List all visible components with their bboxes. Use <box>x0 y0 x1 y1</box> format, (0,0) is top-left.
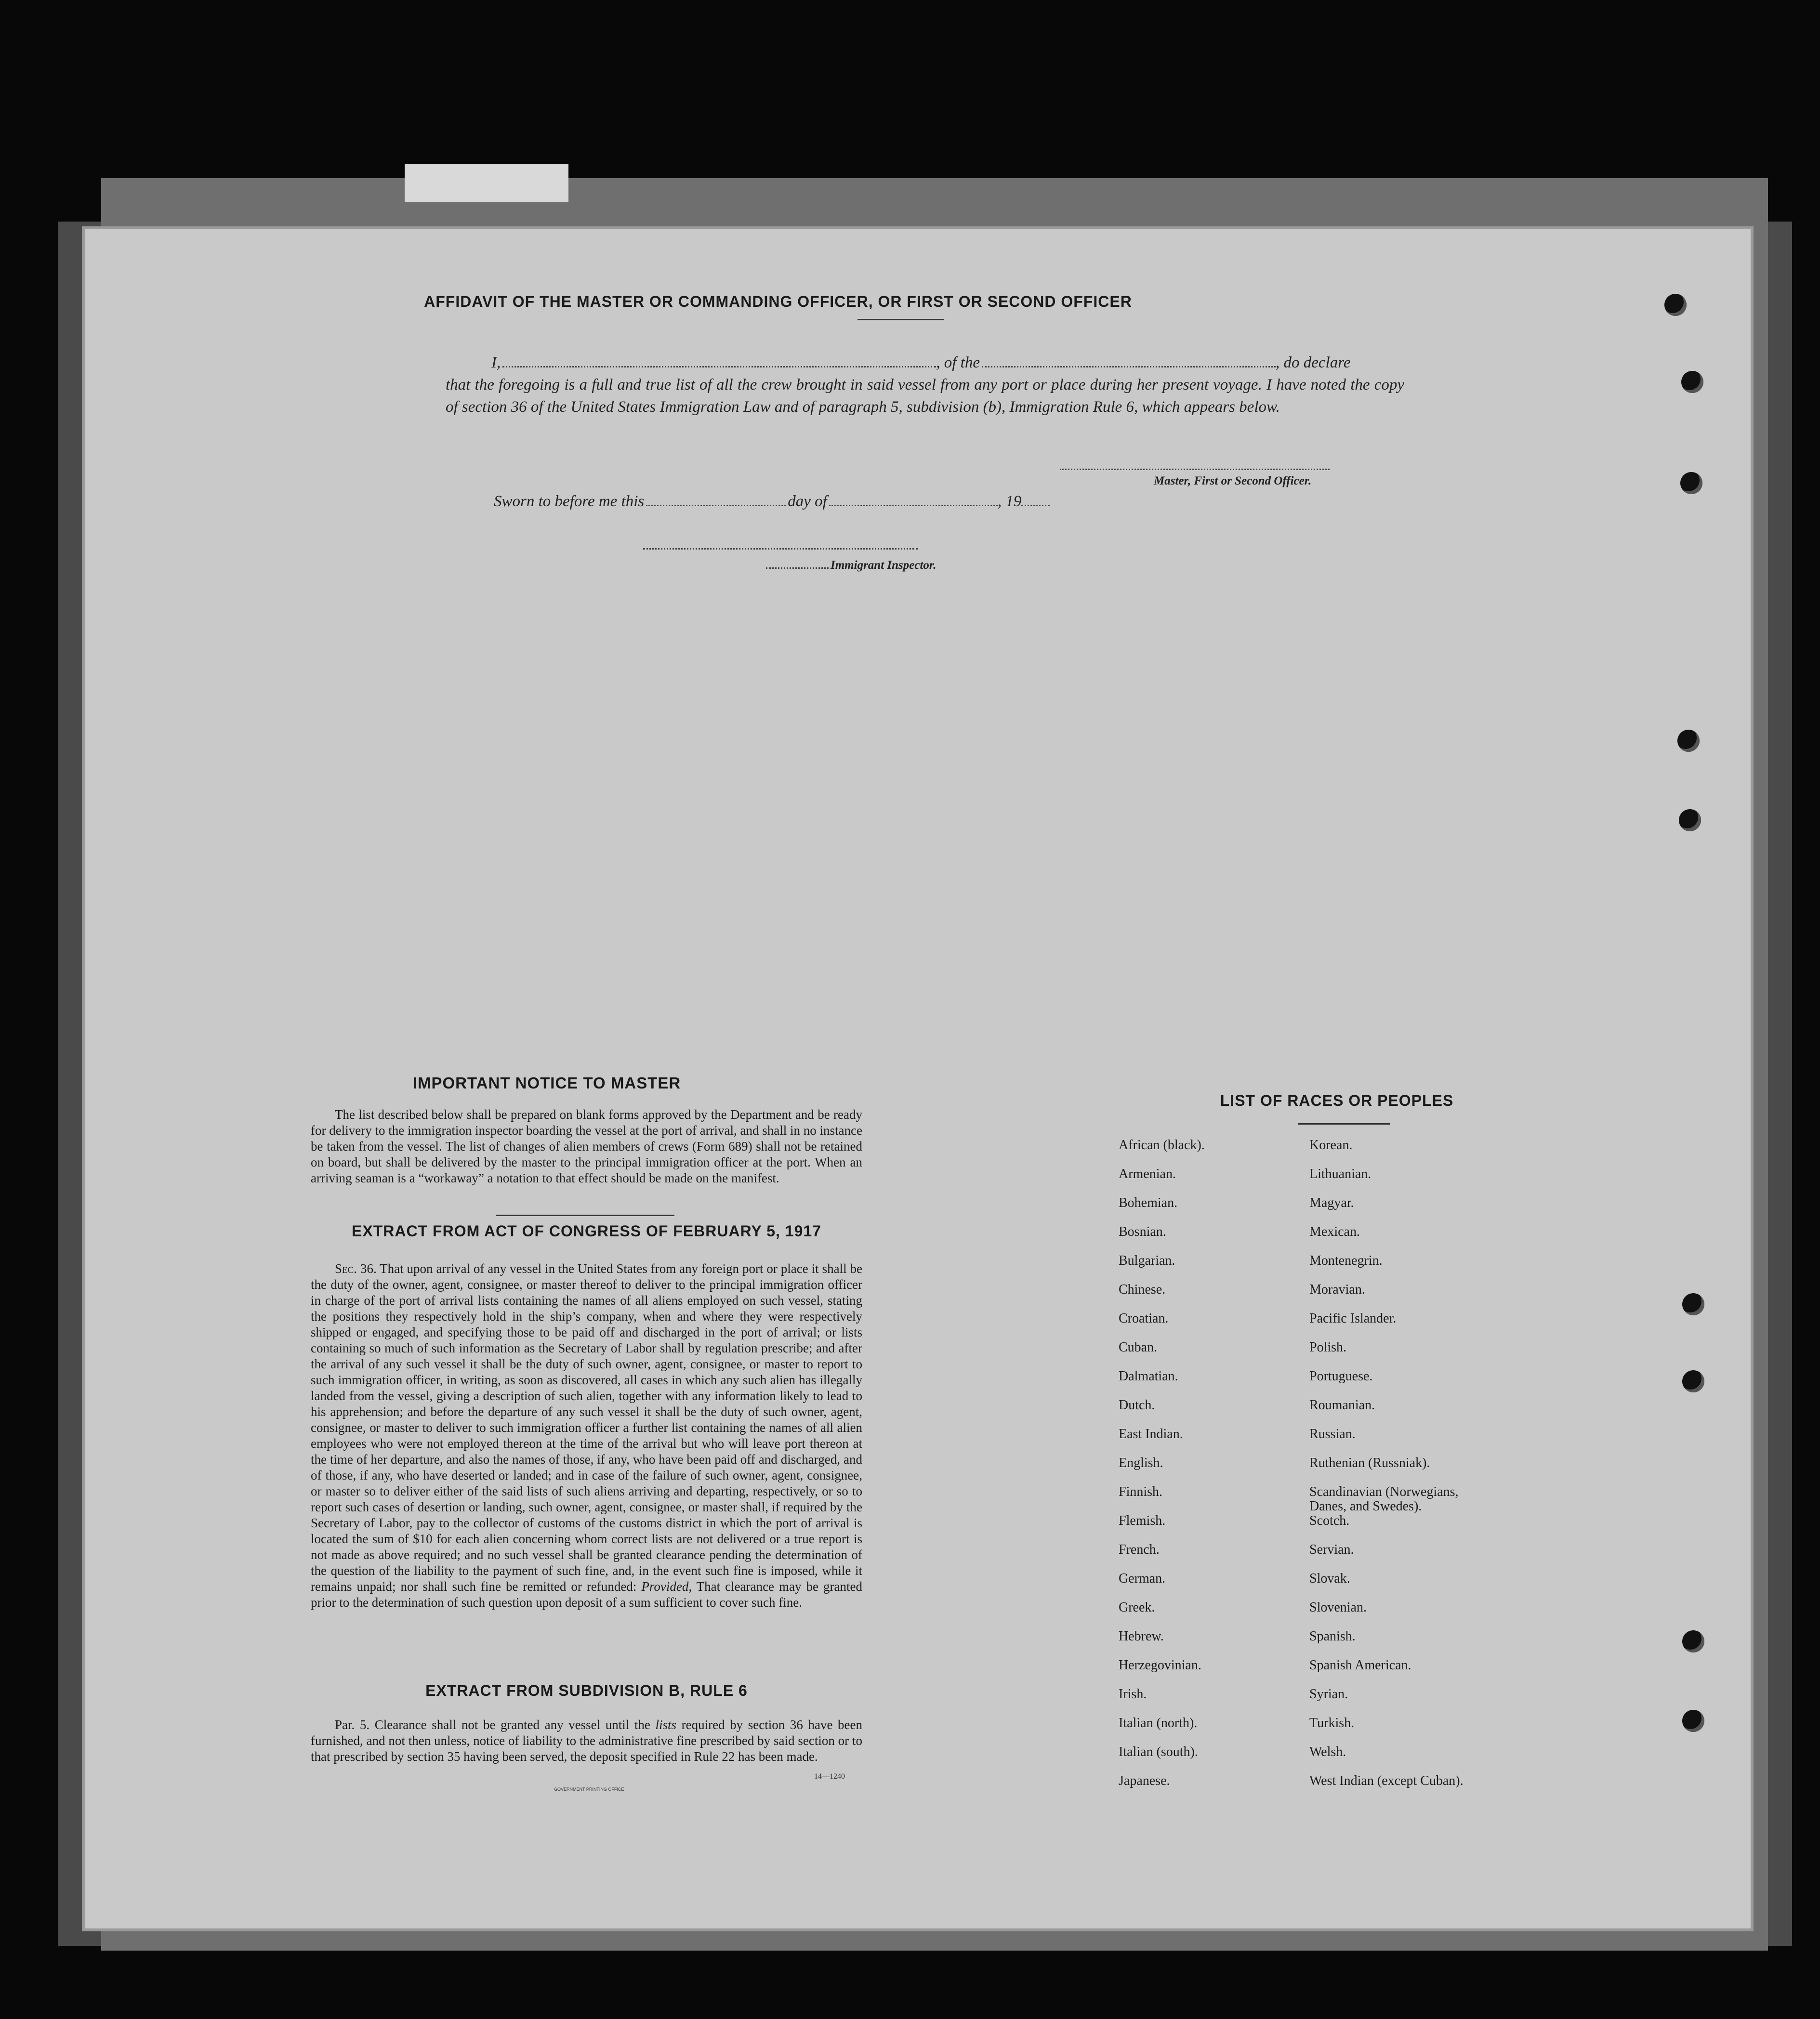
affidavit-of-the: , of the <box>936 354 980 371</box>
race-item: Spanish American. <box>1309 1658 1411 1673</box>
race-item: Lithuanian. <box>1309 1167 1372 1181</box>
race-item: Portuguese. <box>1309 1369 1373 1384</box>
printer-mark: GOVERNMENT PRINTING OFFICE <box>554 1787 624 1792</box>
sworn-line <box>494 490 1050 511</box>
act-text-end: That clearance may be granted prior to the determination of such question upon deposit of a sum sufficient to cover such fine. <box>311 1579 862 1610</box>
act-text: That upon arrival of any vessel in the United States from any foreign port or place it shall be the duty of the owner, agent, consignee, or master thereof to deliver to the principal immigration officer in charge of the port of arrival lists containing the names of all aliens employed on such vessel, stating the positions they respectively hold in the ship’s company, when and where they were respectively shipped or engaged, and specifying those to be paid off and discharged in the port of arrival; or lists containing so much of such information as the Secretary of Labor shall by regulation prescribe; and after the arrival of any such vessel it shall be the duty of such owner, agent, consignee, or master to report to such immigration officer, in writing, as soon as discovered, all cases in which any such alien has illegally landed from the vessel, giving a description of such alien, together with any information likely to lead to his apprehension; and before the departure of any such vessel it shall be the duty of such owner, agent, consignee, or master to deliver to such immigration officer a further list containing the names of all alien employees who were not employed thereon at the time of the arrival but who will leave port thereon at the time of her departure, and also the names of those, if any, who have been paid off and discharged, and of those, if any, who have deserted or landed; and in case of the failure of such owner, agent, consignee, or master so to deliver either of the said lists of such aliens arriving and departing, respectively, or so to report such cases of desertion or landing, such owner, agent, consignee, or master shall, if required by the Secretary of Labor, pay to the collector of customs of the customs district in which the port of arrival is located the sum of $10 for each alien concerning whom correct lists are not delivered or a true report is not made as above required; and no such vessel shall be granted clearance pending the determination of the question of the liability to the payment of such fine, and, in the event such fine is imposed, while it remains unpaid; nor shall such fine be remitted or refunded: <box>311 1261 862 1594</box>
rule-lists: lists <box>655 1717 677 1732</box>
race-item: Dutch. <box>1119 1398 1155 1413</box>
form-number: 14—1240 <box>814 1772 845 1781</box>
races-title: LIST OF RACES OR PEOPLES <box>1220 1092 1454 1109</box>
inspector-blank <box>766 558 829 569</box>
race-item: Pacific Islander. <box>1309 1311 1397 1326</box>
inspector-label: Immigrant Inspector. <box>831 559 936 572</box>
race-item: Servian. <box>1309 1542 1354 1557</box>
race-item: Korean. <box>1309 1138 1353 1153</box>
races-right-column <box>1309 1138 1492 1803</box>
act-title: EXTRACT FROM ACT OF CONGRESS OF FEBRUARY 5, 1917 <box>352 1222 821 1240</box>
notice-body: The list described below shall be prepared on blank forms approved by the Department and be ready for delivery to the immigration inspector boarding the vessel at the port of arrival, and shall in no instance be taken from the vessel. The list of changes of alien members of crews (Form 689) shall not be retained on board, but shall be delivered by the master to the principal immigration officer at the port. When an arriving seaman is a “workaway” a notation to that effect should be made on the manifest. <box>311 1107 862 1185</box>
race-item: Hebrew. <box>1119 1629 1164 1644</box>
race-item: West Indian (except Cuban). <box>1309 1773 1464 1788</box>
bleed-through-text <box>419 525 1623 554</box>
race-item: Mexican. <box>1309 1224 1360 1239</box>
race-item: Spanish. <box>1309 1629 1356 1644</box>
race-item: Chinese. <box>1119 1282 1166 1297</box>
race-item: Magyar. <box>1309 1195 1354 1210</box>
race-item: Bosnian. <box>1119 1224 1166 1239</box>
document-page <box>82 226 1754 1931</box>
race-item: Bohemian. <box>1119 1195 1178 1210</box>
affidavit-declaration-line <box>491 352 1445 372</box>
race-item: German. <box>1119 1571 1166 1586</box>
vessel-blank <box>982 352 1276 367</box>
race-item: Russian. <box>1309 1427 1356 1442</box>
race-item: French. <box>1119 1542 1160 1557</box>
year-blank <box>1021 490 1050 506</box>
affidavit-body: that the foregoing is a full and true list of all the crew brought in said vessel from any port or place during her present voyage. I have noted the copy of section 36 of the United States Immigration Law and of paragraph 5, subdivision (b), Immigration Rule 6, which appears below. <box>446 376 1404 416</box>
sworn-text: Sworn to before me this <box>494 493 645 510</box>
act-body <box>311 1261 862 1611</box>
punch-hole <box>1680 472 1702 494</box>
race-item: Italian (south). <box>1119 1744 1198 1759</box>
race-item: Montenegrin. <box>1309 1253 1383 1268</box>
paper-tab <box>405 164 568 202</box>
punch-hole <box>1682 1370 1704 1392</box>
day-of-text: day of <box>788 493 827 510</box>
race-item: Slovenian. <box>1309 1600 1367 1615</box>
rule-body <box>311 1717 862 1765</box>
race-item: Polish. <box>1309 1340 1347 1355</box>
title-rule <box>857 319 944 320</box>
race-item: Italian (north). <box>1119 1716 1198 1731</box>
race-item: Scandinavian (Norwegians, Danes, and Swedes). <box>1309 1484 1459 1514</box>
race-item: Slovak. <box>1309 1571 1350 1586</box>
punch-hole <box>1682 1293 1704 1315</box>
rule-text-a: Clearance shall not be granted any vessel until the <box>374 1717 650 1732</box>
punch-hole <box>1677 730 1700 752</box>
name-blank <box>502 352 936 367</box>
punch-hole <box>1681 371 1703 393</box>
affidavit-do-declare: , do declare <box>1275 354 1351 371</box>
races-rule <box>1298 1123 1390 1125</box>
races-left-column <box>1119 1138 1302 1803</box>
day-blank <box>646 490 786 506</box>
punch-hole <box>1664 294 1687 316</box>
act-provided: Provided, <box>641 1579 692 1594</box>
race-item: Cuban. <box>1119 1340 1158 1355</box>
month-blank <box>829 490 998 506</box>
rule-text-b: required by section 36 have been furnished, and not then unless, notice of liability to the administrative fine prescribed by said section or to that prescribed by section 35 having been served, the deposit specified in Rule 22 has been made. <box>311 1717 863 1764</box>
race-item: Bulgarian. <box>1119 1253 1175 1268</box>
master-signature-line <box>1060 469 1330 470</box>
race-item: English. <box>1119 1455 1163 1470</box>
race-item: Turkish. <box>1309 1716 1355 1731</box>
act-sec: Sec. 36. <box>335 1261 377 1276</box>
punch-hole <box>1682 1710 1704 1732</box>
rule-par: Par. 5. <box>335 1717 370 1732</box>
race-item: Croatian. <box>1119 1311 1169 1326</box>
race-item: Armenian. <box>1119 1167 1176 1181</box>
race-item: Syrian. <box>1309 1687 1348 1702</box>
race-item: Ruthenian (Russniak). <box>1309 1455 1430 1470</box>
race-item: African (black). <box>1119 1138 1205 1153</box>
inspector-line <box>766 558 936 572</box>
race-item: Japanese. <box>1119 1773 1170 1788</box>
race-item: Welsh. <box>1309 1744 1346 1759</box>
notice-rule <box>496 1215 674 1216</box>
affidavit-title: AFFIDAVIT OF THE MASTER OR COMMANDING OFFICER, OR FIRST OR SECOND OFFICER <box>424 293 1132 310</box>
race-item: Herzegovinian. <box>1119 1658 1201 1673</box>
race-item: Finnish. <box>1119 1484 1163 1499</box>
notice-title: IMPORTANT NOTICE TO MASTER <box>412 1074 681 1092</box>
rule-title: EXTRACT FROM SUBDIVISION B, RULE 6 <box>425 1682 748 1699</box>
race-item: Greek. <box>1119 1600 1155 1615</box>
inspector-signature-line <box>643 548 918 550</box>
race-item: Dalmatian. <box>1119 1369 1178 1384</box>
year-text: , 19 <box>997 493 1022 510</box>
punch-hole <box>1682 1630 1704 1652</box>
race-item: Scotch. <box>1309 1513 1350 1528</box>
race-item: Roumanian. <box>1309 1398 1375 1413</box>
race-item: Irish. <box>1119 1687 1147 1702</box>
master-label: Master, First or Second Officer. <box>1154 474 1312 487</box>
race-item: Flemish. <box>1119 1513 1166 1528</box>
race-item: Moravian. <box>1309 1282 1365 1297</box>
affidavit-i: I, <box>491 354 501 371</box>
punch-hole <box>1679 809 1701 831</box>
race-item: East Indian. <box>1119 1427 1183 1442</box>
